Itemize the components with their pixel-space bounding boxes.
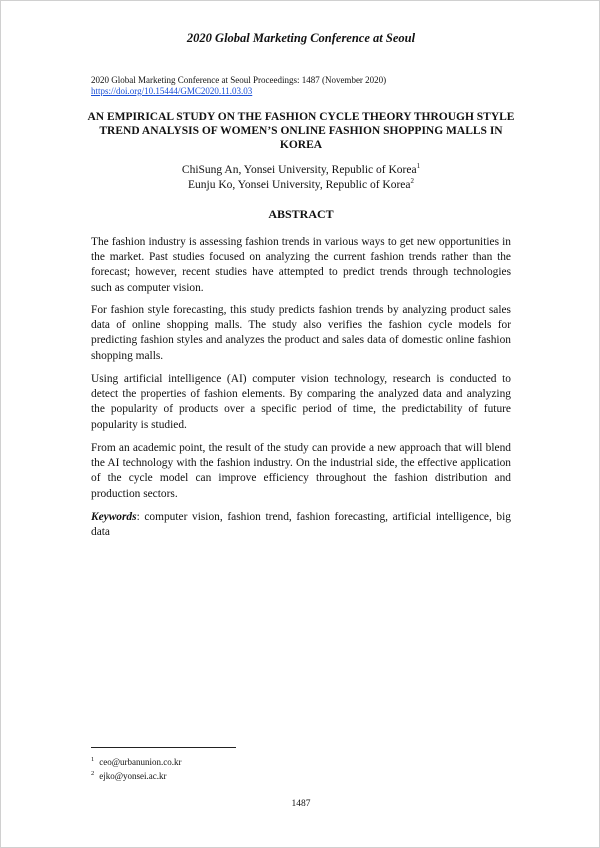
author-2-footnote-mark: 2 bbox=[410, 177, 415, 186]
page-number: 1487 bbox=[291, 799, 311, 809]
author-1-footnote-mark: 1 bbox=[416, 162, 421, 171]
proceedings-citation: 2020 Global Marketing Conference at Seoul Proceedings: 1487 (November 2020) bbox=[91, 75, 387, 85]
doi-link[interactable]: https://doi.org/10.15444/GMC2020.11.03.03 bbox=[91, 86, 253, 96]
keywords-paragraph bbox=[91, 510, 511, 540]
footnote-1-email: ceo@urbanunion.co.kr bbox=[99, 757, 182, 767]
proceedings-info bbox=[91, 75, 386, 97]
keywords-text: : computer vision, fashion trend, fashion forecasting, artificial intelligence, big data bbox=[91, 511, 511, 539]
footnote-2 bbox=[91, 768, 182, 782]
abstract-paragraph-2: For fashion style forecasting, this study predicts fashion trends by analyzing product sales data of online shopping malls. The study also verifies the fashion cycle models for predicting fashion styles and analyzes the product and sales data of domestic online fashion shopping malls. bbox=[91, 304, 511, 362]
running-header: 2020 Global Marketing Conference at Seoul bbox=[186, 31, 416, 45]
author-2-affiliation: Eunju Ko, Yonsei University, Republic of Korea bbox=[187, 179, 411, 191]
author-1-affiliation: ChiSung An, Yonsei University, Republic of Korea bbox=[181, 164, 417, 176]
author-2 bbox=[1, 178, 600, 193]
footnote-divider bbox=[91, 747, 236, 748]
abstract-paragraph-3: Using artificial intelligence (AI) computer vision technology, research is conducted to detect the properties of fashion elements. By comparing the analyzed data and analyzing the popularity of products over a specific period of time, the predictability of future popularity is studied. bbox=[91, 373, 511, 431]
footnote-2-email: ejko@yonsei.ac.kr bbox=[99, 771, 167, 781]
author-1 bbox=[1, 163, 600, 178]
footnote-1-mark: 1 bbox=[91, 756, 95, 763]
footnotes bbox=[91, 754, 182, 782]
paper-title: AN EMPIRICAL STUDY ON THE FASHION CYCLE THEORY THROUGH STYLE TREND ANALYSIS OF WOMEN’S ONLINE FASHION SHOPPING MALLS IN KOREA bbox=[87, 111, 515, 151]
abstract-heading: ABSTRACT bbox=[268, 207, 334, 221]
footnote-2-mark: 2 bbox=[91, 770, 95, 777]
keywords-label: Keywords bbox=[91, 511, 137, 523]
footnote-1 bbox=[91, 754, 182, 768]
author-list bbox=[1, 163, 600, 193]
abstract-paragraph-1: The fashion industry is assessing fashion trends in various ways to get new opportunities in the market. Past studies focused on analyzing the current fashion trends rather than the forecast; however, recent studies have attempted to predict trends through technologies such as computer vision. bbox=[91, 236, 511, 294]
abstract-paragraph-4: From an academic point, the result of the study can provide a new approach that will blend the AI technology with the fashion industry. On the industrial side, the effective application of the cycle model can improve efficiency throughout the fashion distribution and production sectors. bbox=[91, 442, 511, 500]
